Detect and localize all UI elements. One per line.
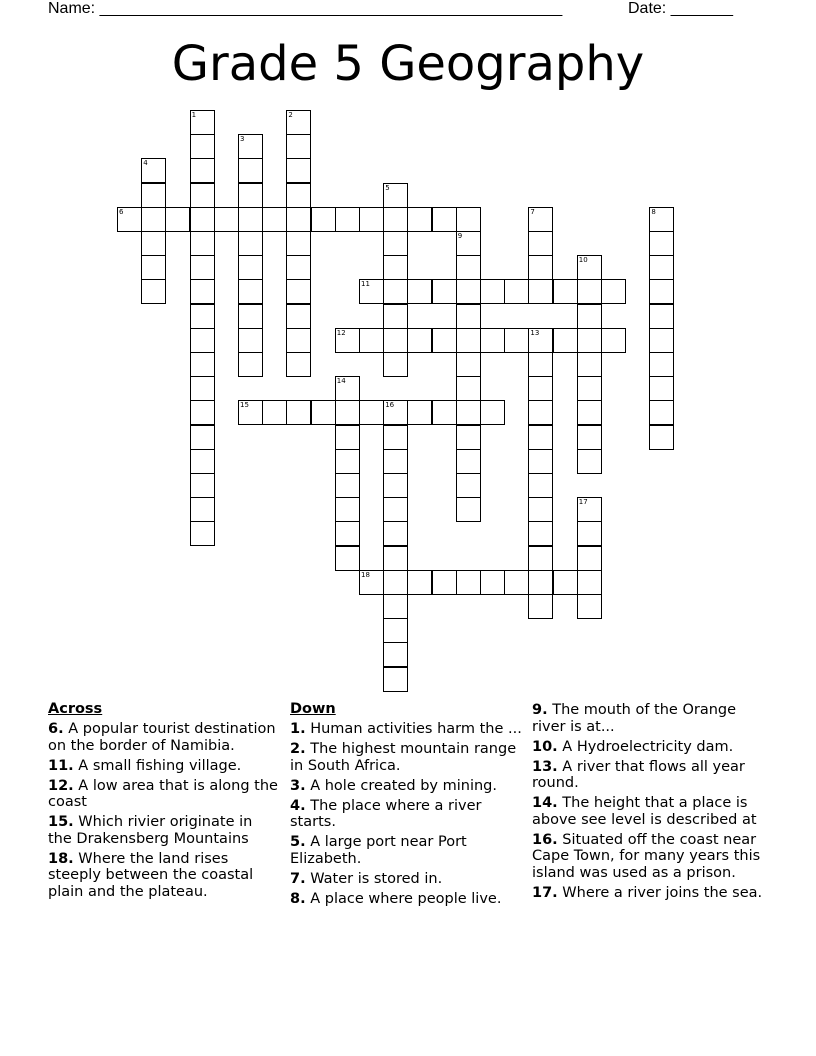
clue-item-text: A place where people live. [305, 890, 502, 907]
crossword-cell[interactable] [286, 134, 311, 159]
crossword-cell[interactable] [335, 521, 360, 546]
clue-number: 6 [119, 207, 124, 216]
crossword-cell[interactable] [432, 570, 457, 595]
clue-item-text: A small fishing village. [73, 757, 242, 774]
clue-item-number: 3. [290, 777, 306, 794]
crossword-cell[interactable] [528, 376, 553, 401]
crossword-cell[interactable] [649, 279, 674, 304]
clue-item-number: 5. [290, 834, 306, 850]
clue-number: 16 [385, 401, 395, 410]
crossword-cell[interactable] [359, 207, 384, 232]
crossword-cell[interactable] [456, 231, 481, 256]
clue-item [290, 834, 522, 867]
clue-item-number: 13. [532, 758, 558, 775]
clue-item [290, 871, 522, 888]
clue-item-text: Where the land rises steeply between the coastal plain and the plateau. [48, 850, 254, 900]
crossword-cell[interactable] [577, 497, 602, 522]
crossword-cell[interactable] [504, 570, 529, 595]
crossword-cell[interactable] [528, 521, 553, 546]
clue-item [48, 814, 280, 847]
crossword-cell[interactable] [141, 255, 166, 280]
clue-item [290, 891, 522, 908]
crossword-cell[interactable] [577, 352, 602, 377]
clue-item-text: The mouth of the Orange river is at... [532, 702, 737, 735]
clue-item-number: 17. [532, 884, 558, 901]
crossword-cell[interactable] [383, 473, 408, 498]
crossword-cell[interactable] [335, 376, 360, 401]
crossword-cell[interactable] [238, 255, 263, 280]
crossword-cell[interactable] [383, 570, 408, 595]
down-clues [290, 700, 522, 911]
clue-item [532, 832, 764, 882]
crossword-cell[interactable] [528, 279, 553, 304]
clue-number: 1 [191, 111, 197, 119]
clue-number: 3 [240, 135, 245, 144]
crossword-cell[interactable] [456, 570, 481, 595]
crossword-cell[interactable] [286, 304, 311, 329]
crossword-cell[interactable] [141, 183, 166, 208]
crossword-cell[interactable] [528, 255, 553, 280]
crossword-cell[interactable] [117, 207, 142, 232]
clue-item-number: 10. [532, 738, 558, 755]
clue-number: 10 [578, 256, 588, 265]
crossword-cell[interactable] [262, 400, 287, 425]
clue-item-text: A Hydroelectricity dam. [557, 738, 734, 755]
crossword-cell[interactable] [190, 328, 215, 353]
clue-number: 17 [578, 498, 588, 507]
crossword-cell[interactable] [190, 425, 215, 450]
clue-item [290, 721, 522, 738]
crossword-cell[interactable] [456, 449, 481, 474]
crossword-cell[interactable] [335, 328, 360, 353]
crossword-cell[interactable] [432, 400, 457, 425]
clue-number: 2 [288, 111, 293, 119]
crossword-cell[interactable] [432, 328, 457, 353]
clue-item [290, 798, 522, 831]
crossword-cell[interactable] [238, 231, 263, 256]
crossword-cell[interactable] [262, 207, 287, 232]
crossword-cell[interactable] [141, 207, 166, 232]
crossword-cell[interactable] [456, 425, 481, 450]
down-clue-list [290, 721, 522, 907]
clue-number: 11 [361, 280, 370, 289]
crossword-cell[interactable] [335, 473, 360, 498]
across-clues [48, 700, 280, 904]
crossword-cell[interactable] [577, 279, 602, 304]
crossword-cell[interactable] [141, 231, 166, 256]
crossword-cell[interactable] [238, 134, 263, 159]
crossword-cell[interactable] [577, 570, 602, 595]
clue-item-text: A popular tourist destination on the border of Namibia. [48, 721, 276, 754]
crossword-cell[interactable] [311, 400, 336, 425]
crossword-cell[interactable] [190, 352, 215, 377]
crossword-cell[interactable] [165, 207, 190, 232]
crossword-cell[interactable] [141, 279, 166, 304]
crossword-cell[interactable] [649, 376, 674, 401]
crossword-cell[interactable] [577, 449, 602, 474]
crossword-cell[interactable] [335, 546, 360, 571]
crossword-cell[interactable] [528, 425, 553, 450]
crossword-cell[interactable] [238, 207, 263, 232]
down-clue-list-continued [532, 702, 764, 901]
clue-number: 14 [336, 377, 346, 386]
clue-number: 5 [385, 183, 390, 192]
crossword-cell[interactable] [383, 546, 408, 571]
crossword-cell[interactable] [456, 279, 481, 304]
clue-item [290, 741, 522, 774]
crossword-cell[interactable] [335, 207, 360, 232]
clue-item [532, 795, 764, 828]
page-title: Grade 5 Geography [171, 36, 645, 92]
crossword-cell[interactable] [456, 255, 481, 280]
crossword-cell[interactable] [190, 304, 215, 329]
crossword-cell[interactable] [359, 328, 384, 353]
crossword-cell[interactable] [190, 134, 215, 159]
clue-item-number: 18. [48, 850, 74, 867]
crossword-cell[interactable] [577, 400, 602, 425]
crossword-cell[interactable] [528, 400, 553, 425]
crossword-cell[interactable] [601, 328, 626, 353]
crossword-cell[interactable] [649, 231, 674, 256]
across-heading: Across [48, 701, 103, 717]
crossword-cell[interactable] [286, 352, 311, 377]
crossword-cell[interactable] [407, 279, 432, 304]
crossword-cell[interactable] [383, 667, 408, 692]
clue-item-text: The place where a river starts. [290, 797, 482, 830]
crossword-cell[interactable] [383, 279, 408, 304]
clue-item-text: The height that a place is above see level is described at [532, 795, 757, 828]
crossword-cell[interactable] [190, 231, 215, 256]
clue-number: 8 [651, 207, 656, 216]
crossword-cell[interactable] [553, 570, 578, 595]
crossword-cell[interactable] [456, 304, 481, 329]
crossword-cell[interactable] [528, 231, 553, 256]
crossword-cell[interactable] [238, 400, 263, 425]
crossword-cell[interactable] [407, 570, 432, 595]
crossword-cell[interactable] [383, 352, 408, 377]
clue-item [532, 885, 764, 902]
crossword-cell[interactable] [553, 279, 578, 304]
crossword-cell[interactable] [238, 304, 263, 329]
crossword-cell[interactable] [577, 594, 602, 619]
crossword-cell[interactable] [335, 497, 360, 522]
crossword-cell[interactable] [383, 497, 408, 522]
crossword-cell[interactable] [528, 328, 553, 353]
crossword-cell[interactable] [286, 110, 311, 135]
crossword-cell[interactable] [238, 279, 263, 304]
crossword-cell[interactable] [383, 449, 408, 474]
clue-item [532, 702, 764, 735]
clue-item-text: Water is stored in. [305, 870, 443, 887]
crossword-cell[interactable] [190, 158, 215, 183]
clue-item-text: Which rivier originate in the Drakensberg Mountains [48, 814, 253, 847]
clue-item-text: A hole created by mining. [305, 777, 497, 794]
crossword-cell[interactable] [649, 328, 674, 353]
crossword-cell[interactable] [456, 497, 481, 522]
clue-number: 13 [530, 328, 540, 337]
clue-item-number: 2. [290, 741, 306, 757]
crossword-cell[interactable] [456, 352, 481, 377]
crossword-cell[interactable] [383, 618, 408, 643]
down-clues-continued [532, 702, 764, 905]
down-heading: Down [290, 701, 336, 717]
crossword-cell[interactable] [528, 594, 553, 619]
crossword-cell[interactable] [528, 546, 553, 571]
crossword-cell[interactable] [238, 328, 263, 353]
crossword-cell[interactable] [190, 473, 215, 498]
crossword-cell[interactable] [190, 183, 215, 208]
crossword-cell[interactable] [649, 352, 674, 377]
clue-item-number: 12. [48, 777, 74, 794]
crossword-cell[interactable] [141, 158, 166, 183]
crossword-cell[interactable] [383, 400, 408, 425]
crossword-cell[interactable] [238, 158, 263, 183]
clue-item [290, 778, 522, 795]
crossword-cell[interactable] [190, 521, 215, 546]
clue-item [532, 739, 764, 756]
crossword-cell[interactable] [528, 207, 553, 232]
date-field[interactable]: Date: _______ [628, 0, 733, 17]
crossword-cell[interactable] [577, 255, 602, 280]
crossword-cell[interactable] [190, 400, 215, 425]
crossword-cell[interactable] [190, 110, 215, 135]
crossword-cell[interactable] [383, 255, 408, 280]
crossword-cell[interactable] [528, 449, 553, 474]
clue-item [48, 778, 280, 811]
crossword-cell[interactable] [456, 400, 481, 425]
crossword-cell[interactable] [214, 207, 239, 232]
crossword-cell[interactable] [383, 231, 408, 256]
crossword-cell[interactable] [528, 473, 553, 498]
crossword-cell[interactable] [335, 400, 360, 425]
crossword-cell[interactable] [456, 207, 481, 232]
crossword-cell[interactable] [311, 207, 336, 232]
crossword-cell[interactable] [528, 352, 553, 377]
clue-item-number: 8. [290, 890, 306, 907]
crossword-cell[interactable] [383, 642, 408, 667]
clue-item-number: 7. [290, 870, 306, 887]
crossword-cell[interactable] [577, 328, 602, 353]
clue-item-text: A large port near Port Elizabeth. [290, 834, 467, 867]
crossword-cell[interactable] [190, 255, 215, 280]
crossword-cell[interactable] [577, 425, 602, 450]
clue-item-number: 14. [532, 795, 558, 811]
crossword-cell[interactable] [577, 304, 602, 329]
crossword-cell[interactable] [456, 473, 481, 498]
crossword-cell[interactable] [601, 279, 626, 304]
crossword-cell[interactable] [190, 376, 215, 401]
clue-item-number: 15. [48, 814, 74, 830]
clue-item-text: The highest mountain range in South Africa. [290, 741, 517, 774]
across-clue-list [48, 721, 280, 900]
clue-item-number: 6. [48, 721, 64, 737]
clue-item-text: Where a river joins the sea. [557, 884, 763, 901]
clue-item [48, 758, 280, 775]
crossword-cell[interactable] [190, 279, 215, 304]
crossword-cell[interactable] [553, 328, 578, 353]
crossword-cell[interactable] [649, 304, 674, 329]
crossword-cell[interactable] [577, 376, 602, 401]
crossword-cell[interactable] [286, 279, 311, 304]
crossword-cell[interactable] [335, 449, 360, 474]
crossword-cell[interactable] [190, 207, 215, 232]
clue-number: 9 [457, 232, 463, 240]
crossword-cell[interactable] [238, 352, 263, 377]
crossword-cell[interactable] [286, 255, 311, 280]
crossword-cell[interactable] [456, 328, 481, 353]
crossword-cell[interactable] [649, 400, 674, 425]
crossword-cell[interactable] [383, 521, 408, 546]
crossword-cell[interactable] [407, 207, 432, 232]
clue-item-number: 4. [290, 797, 306, 814]
crossword-cell[interactable] [383, 183, 408, 208]
crossword-cell[interactable] [528, 497, 553, 522]
crossword-cell[interactable] [359, 400, 384, 425]
crossword-cell[interactable] [456, 376, 481, 401]
clue-item-text: Human activities harm the ... [305, 721, 522, 737]
crossword-cell[interactable] [335, 425, 360, 450]
clue-number: 4 [143, 159, 148, 168]
crossword-cell[interactable] [528, 570, 553, 595]
crossword-cell[interactable] [286, 158, 311, 183]
crossword-cell[interactable] [286, 328, 311, 353]
crossword-cell[interactable] [577, 521, 602, 546]
crossword-cell[interactable] [649, 255, 674, 280]
crossword-cell[interactable] [480, 279, 505, 304]
crossword-cell[interactable] [649, 425, 674, 450]
clue-item-text: A river that flows all year round. [532, 758, 745, 791]
clue-item [48, 721, 280, 754]
crossword-cell[interactable] [238, 183, 263, 208]
crossword-cell[interactable] [383, 328, 408, 353]
crossword-cell[interactable] [359, 279, 384, 304]
crossword-cell[interactable] [383, 594, 408, 619]
clue-number: 7 [530, 207, 535, 216]
crossword-cell[interactable] [286, 231, 311, 256]
crossword-cell[interactable] [383, 207, 408, 232]
crossword-cell[interactable] [286, 207, 311, 232]
clue-item-number: 11. [48, 757, 74, 774]
clue-item-number: 16. [532, 831, 558, 848]
crossword-cell[interactable] [407, 328, 432, 353]
crossword-cell[interactable] [190, 497, 215, 522]
crossword-cell[interactable] [649, 207, 674, 232]
crossword-cell[interactable] [190, 449, 215, 474]
crossword-cell[interactable] [432, 207, 457, 232]
crossword-cell[interactable] [504, 279, 529, 304]
clue-number: 12 [336, 328, 346, 337]
crossword-cell[interactable] [286, 400, 311, 425]
clue-item-number: 1. [290, 721, 306, 737]
crossword-cell[interactable] [359, 570, 384, 595]
clue-number: 15 [240, 401, 249, 410]
name-field[interactable]: Name: ____________________________________________________ [48, 0, 563, 17]
crossword-cell[interactable] [480, 328, 505, 353]
crossword-cell[interactable] [383, 304, 408, 329]
crossword-cell[interactable] [286, 183, 311, 208]
clue-item-text: Situated off the coast near Cape Town, for many years this island was used as a prison. [532, 831, 761, 881]
clue-number: 18 [361, 570, 370, 579]
clue-item [48, 851, 280, 901]
crossword-cell[interactable] [383, 425, 408, 450]
crossword-cell[interactable] [480, 570, 505, 595]
crossword-cell[interactable] [432, 279, 457, 304]
crossword-cell[interactable] [480, 400, 505, 425]
crossword-cell[interactable] [577, 546, 602, 571]
crossword-cell[interactable] [504, 328, 529, 353]
crossword-cell[interactable] [407, 400, 432, 425]
clue-item-text: A low area that is along the coast [48, 777, 278, 810]
clue-item-number: 9. [532, 702, 548, 718]
clue-item [532, 759, 764, 792]
